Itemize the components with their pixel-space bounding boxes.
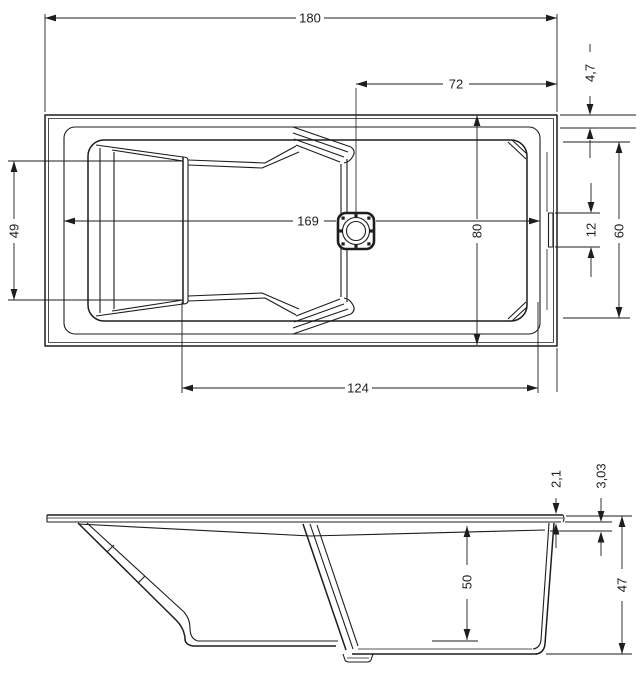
dim-inner-length-label: 169 — [297, 213, 319, 229]
step-chamfer-bottom — [293, 298, 354, 334]
dim-overall-length — [45, 11, 557, 113]
dim-seat-inner-width-label: 49 — [6, 223, 22, 239]
arrowhead — [619, 643, 626, 654]
arrowhead — [45, 15, 56, 22]
dim-inner-depth-label: 50 — [459, 574, 475, 590]
dim-rim-thickness-label: 2,1 — [548, 469, 564, 489]
arrowhead — [546, 15, 557, 22]
corner-chamfers-right — [508, 140, 527, 321]
arrowhead — [616, 142, 623, 153]
drain-symbol — [338, 213, 374, 249]
arrowhead — [527, 385, 538, 392]
dim-overall-height — [546, 516, 632, 654]
arrowhead — [588, 247, 595, 258]
overflow-slot — [549, 213, 554, 247]
dim-floor-length — [182, 302, 557, 396]
dim-overall-length-label: 180 — [299, 10, 321, 26]
step-line — [310, 524, 353, 649]
arrowhead — [464, 629, 471, 640]
dim-rim-thickness — [549, 470, 564, 548]
dim-overflow-height — [555, 183, 600, 277]
arrowhead — [587, 128, 594, 139]
dim-inner-width-label: 60 — [611, 223, 627, 239]
backrest-seat — [96, 145, 188, 316]
arrowhead — [11, 289, 18, 300]
arrowhead — [598, 532, 605, 543]
top-view — [7, 11, 637, 396]
dim-overall-width — [470, 115, 485, 345]
backrest-slope-inner — [87, 523, 338, 641]
rim-bar — [47, 515, 564, 522]
step-line — [303, 524, 346, 650]
arrowhead — [619, 516, 626, 527]
arrowhead — [616, 307, 623, 318]
dim-drain-to-end — [356, 77, 557, 92]
arrowhead — [64, 218, 75, 225]
dim-floor-length-label: 124 — [347, 380, 369, 396]
arrowhead — [474, 115, 481, 126]
arrowhead — [588, 202, 595, 213]
step-line — [317, 525, 358, 646]
arrowhead — [546, 81, 557, 88]
dim-seat-inner-width — [7, 161, 184, 300]
dim-overall-height-label: 47 — [614, 577, 630, 593]
dim-drain-to-end-label: 72 — [448, 76, 464, 92]
arrowhead — [356, 81, 367, 88]
arrowhead — [587, 104, 594, 115]
arrowhead — [598, 511, 605, 522]
shell-outline — [78, 523, 554, 662]
dim-overall-width-label: 80 — [469, 223, 485, 239]
side-view — [47, 463, 632, 662]
step-chamfer-top — [293, 127, 354, 163]
arrowhead — [553, 503, 560, 514]
dim-rim-width — [560, 44, 636, 158]
dim-inner-depth — [432, 526, 478, 641]
facet-tick — [138, 576, 145, 583]
backrest-slope-outer — [78, 523, 336, 646]
arrowhead — [182, 385, 193, 392]
side-ledges — [188, 146, 299, 315]
arrowhead — [529, 218, 540, 225]
arrowhead — [11, 161, 18, 172]
facet-tick — [107, 545, 114, 552]
arrowhead — [474, 334, 481, 345]
dim-rim-width-label: 4,7 — [582, 63, 598, 83]
dim-overflow-height-label: 12 — [583, 222, 599, 238]
dim-rim-to-shell-label: 3,03 — [593, 463, 609, 489]
